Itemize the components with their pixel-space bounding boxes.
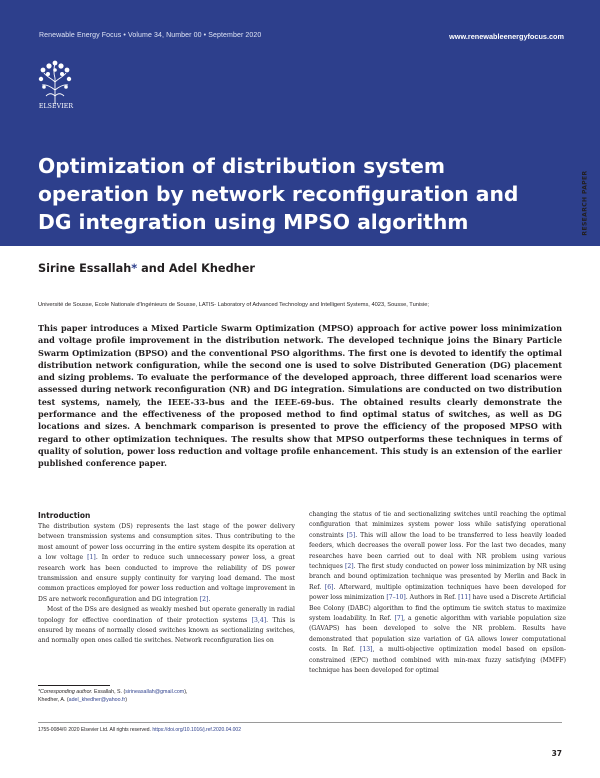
citation-link[interactable]: [6] bbox=[324, 583, 334, 591]
article-title: Optimization of distribution system operation by network reconfiguration and DG integration using MPSO algorithm bbox=[38, 154, 519, 234]
journal-website-link[interactable]: www.renewableenergyfocus.com bbox=[449, 32, 564, 41]
author-separator: and bbox=[137, 262, 169, 275]
copyright-line: 1755-0084/© 2020 Elsevier Ltd. All rights reserved. https://doi.org/10.1016/j.ref.2020.04.002 bbox=[38, 727, 241, 733]
corresponding-author-mark[interactable]: * bbox=[131, 262, 138, 275]
citation-link[interactable]: [2] bbox=[345, 563, 354, 571]
citation-link[interactable]: [1] bbox=[87, 554, 96, 562]
paragraph: changing the status of tie and sectionalizing switches until reaching the optimal configuration that minimizes system power loss while satisfying operational constraints [5]. This will allow the load to be transferred to less heavily loaded feeders, which decreases the overall power loss. For the last two decades, many researches have been carried out to deal with NR problem using various techniques [2]. The first study conducted on power loss minimization by NR using branch and bound optimization technique was presented by Merlin and Back in Ref. [6]. Afterward, multiple optimization techniques have been developed for power loss minimization [7–10]. Authors in Ref. [11] have used a Discrete Artificial Bee Colony (DABC) algorithm to find the optimum tie switch status to maximize system loadability. In Ref. [7], a genetic algorithm with variable population size (GAVAPS) has been developed to solve the NR problem. Results have demonstrated that population size variation of GA allows lower computational costs. In Ref. [13], a multi-objective optimization model based on epsilon-constrained (EPC) method combined with min-max fuzzy satisfying (MMFF) technique has been developed for optimal bbox=[309, 511, 567, 675]
citation-link[interactable]: [5] bbox=[346, 531, 356, 539]
body-column-left bbox=[38, 510, 295, 647]
footnote-label: *Corresponding author. bbox=[38, 689, 93, 695]
journal-info: Renewable Energy Focus • Volume 34, Number 00 • September 2020 bbox=[39, 32, 262, 39]
citation-link[interactable]: [2] bbox=[199, 595, 209, 603]
doi-link[interactable]: https://doi.org/10.1016/j.ref.2020.04.002 bbox=[152, 727, 241, 733]
paragraph: Most of the DSs are designed as weakly meshed but operate generally in radial topology for effective coordination of their protection systems [3,4]. This is ensured by means of normally closed switches known as sectionalizing switches, and normally open ones called tie switches. Network reconfiguration lies on bbox=[38, 606, 296, 645]
corresponding-author-footnote: *Corresponding author. Essallah, S. (sirineasallah@gmail.com), Khedher, A. (adel_khedher@yahoo.fr) bbox=[38, 689, 188, 704]
abstract: This paper introduces a Mixed Particle Swarm Optimization (MPSO) approach for active power loss minimization and voltage profile improvement in the distribution network. The developed technique joins the Binary Particle Swarm Optimization (BPSO) and the conventional PSO algorithms. The first one is devoted to identify the optimal distribution network configuration, while the second one is used to solve Distributed Generation (DG) placement and sizing problems. To evaluate the performance of the developed approach, three different load scenarios were assessed during network reconfiguration (NR) and DG integration. Simulations are conducted on two distribution test systems, namely, the IEEE-33-bus and the IEEE-69-bus. The obtained results clearly demonstrate the performance and the effectiveness of the proposed method to find optimal status of switches, as well as DG locations and sizes. A benchmark comparison is presented to prove the efficiency of the proposed MPSO with regard to other optimization techniques. The results show that MPSO outperforms these techniques in terms of quality of solution, power loss reduction and voltage profile enhancement. This study is an extension of the earlier published conference paper. bbox=[38, 323, 562, 469]
citation-link[interactable]: [7] bbox=[394, 615, 404, 623]
citation-link[interactable]: [3,4] bbox=[251, 616, 267, 624]
author-name: Adel Khedher bbox=[168, 262, 255, 275]
affiliation: Université de Sousse, Ecole Nationale d'Ingénieurs de Sousse, LATIS- Laboratory of Advanced Technology and Intelligent Systems, 4023, Sousse, Tunisie; bbox=[38, 302, 430, 308]
section-tab-label: RESEARCH PAPER bbox=[581, 169, 589, 236]
author-list bbox=[38, 262, 255, 275]
author-email-link[interactable]: sirineasallah@gmail.com bbox=[125, 689, 185, 695]
paragraph: The distribution system (DS) represents the last stage of the power delivery between transmission systems and consumption sites. Thus contributing to the most amount of power loss occurring in the entire system despite its operation at a low voltage [1]. In order to reduce such unnecessary power loss, a great research work has been conducted to improve the reliability of DS power transmission and ensure supply continuity for varying load demand. The most common practices employed for power loss reduction and voltage improvement in DS are network reconfiguration and DG integration [2]. bbox=[38, 523, 295, 603]
section-heading: Introduction bbox=[38, 511, 91, 520]
elsevier-tree-logo-icon bbox=[38, 60, 72, 104]
author-email-link[interactable]: adel_khedher@yahoo.fr bbox=[68, 697, 126, 704]
footnote-divider bbox=[38, 685, 110, 686]
author-name: Sirine Essallah bbox=[38, 262, 132, 275]
footer-divider bbox=[38, 722, 562, 723]
citation-link[interactable]: [7–10] bbox=[386, 594, 406, 602]
publisher-name: ELSEVIER bbox=[38, 103, 74, 110]
citation-link[interactable]: [11] bbox=[458, 594, 471, 602]
body-column-right bbox=[309, 510, 566, 677]
citation-link[interactable]: [13] bbox=[360, 646, 373, 654]
page-number: 37 bbox=[551, 749, 562, 758]
section-tab bbox=[576, 170, 594, 235]
